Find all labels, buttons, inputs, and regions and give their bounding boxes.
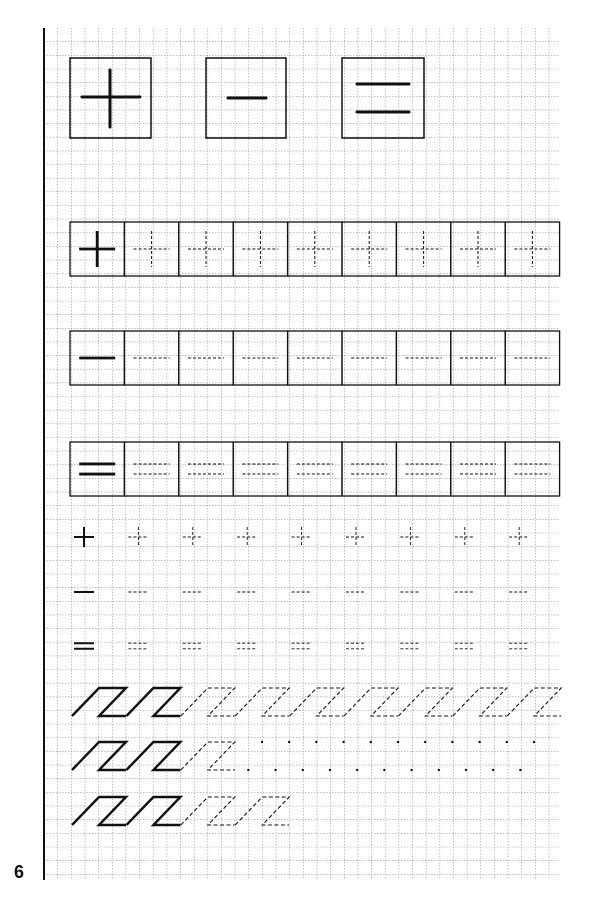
plus-small-trace-icon <box>128 527 148 547</box>
equals-trace-icon <box>242 464 278 474</box>
guide-dot <box>424 741 426 743</box>
slant-trace-stroke <box>344 688 398 716</box>
guide-dot <box>356 769 358 771</box>
slant-stroke-rows <box>72 688 561 825</box>
plus-trace-icon <box>460 231 496 267</box>
plus-trace-icon <box>297 231 333 267</box>
plus-small-trace-icon <box>346 527 366 547</box>
guide-dot <box>519 769 521 771</box>
practice-box <box>179 442 233 496</box>
guide-dot <box>315 741 317 743</box>
small-practice-rows <box>74 527 529 649</box>
guide-dot <box>478 741 480 743</box>
equals-icon <box>357 84 409 112</box>
guide-dot <box>274 769 276 771</box>
practice-row-plus <box>70 222 560 276</box>
equals-small-trace-icon <box>509 643 529 649</box>
equals-demo-box <box>342 58 424 138</box>
slant-model-stroke <box>72 688 126 716</box>
plus-small-trace-icon <box>292 527 312 547</box>
practice-row-minus <box>70 331 560 385</box>
practice-box <box>124 442 178 496</box>
small-row-equals <box>74 643 529 649</box>
equals-small-trace-icon <box>400 643 420 649</box>
guide-dot <box>342 741 344 743</box>
guide-dot <box>302 769 304 771</box>
page-number: 6 <box>14 862 25 882</box>
equals-small-trace-icon <box>346 643 366 649</box>
plus-small-trace-icon <box>400 527 420 547</box>
guide-dot <box>397 741 399 743</box>
guide-dot <box>383 769 385 771</box>
practice-box-rows <box>70 222 560 496</box>
slant-trace-stroke <box>507 688 561 716</box>
guide-dot <box>329 769 331 771</box>
guide-dot <box>247 769 249 771</box>
guide-dot <box>438 769 440 771</box>
guide-dot <box>288 741 290 743</box>
equals-trace-icon <box>406 464 442 474</box>
equals-small-model-icon <box>74 643 94 649</box>
plus-trace-icon <box>514 231 550 267</box>
guide-dot <box>410 769 412 771</box>
slant-trace-stroke <box>398 688 452 716</box>
slant-trace-stroke <box>290 688 344 716</box>
plus-small-trace-icon <box>237 527 257 547</box>
slant-model-stroke <box>72 797 126 825</box>
slant-trace-stroke <box>453 688 507 716</box>
equals-trace-icon <box>297 464 333 474</box>
plus-trace-icon <box>188 231 224 267</box>
guide-dot <box>261 741 263 743</box>
equals-small-trace-icon <box>128 643 148 649</box>
equals-trace-icon <box>514 464 550 474</box>
plus-trace-icon <box>351 231 387 267</box>
slant-row <box>72 688 561 716</box>
equals-small-trace-icon <box>455 643 475 649</box>
guide-dot <box>492 769 494 771</box>
equals-small-trace-icon <box>292 643 312 649</box>
small-row-plus <box>74 527 529 547</box>
plus-small-trace-icon <box>455 527 475 547</box>
grid-lines <box>44 28 560 880</box>
equals-trace-icon <box>134 464 170 474</box>
practice-box <box>451 442 505 496</box>
practice-box <box>233 442 287 496</box>
equals-trace-icon <box>460 464 496 474</box>
plus-small-trace-icon <box>183 527 203 547</box>
practice-box <box>342 442 396 496</box>
guide-dot <box>506 741 508 743</box>
practice-box <box>396 442 450 496</box>
practice-row-equals <box>70 442 560 496</box>
equals-small-trace-icon <box>237 643 257 649</box>
plus-trace-icon <box>406 231 442 267</box>
plus-small-trace-icon <box>509 527 529 547</box>
practice-box <box>505 442 559 496</box>
equals-trace-icon <box>351 464 387 474</box>
guide-dot <box>370 741 372 743</box>
demo-symbols <box>70 58 424 138</box>
equals-small-trace-icon <box>183 643 203 649</box>
plus-model-icon <box>79 231 115 267</box>
plus-trace-icon <box>134 231 170 267</box>
equals-trace-icon <box>188 464 224 474</box>
guide-dot <box>451 741 453 743</box>
plus-trace-icon <box>242 231 278 267</box>
guide-dot <box>465 769 467 771</box>
slant-row <box>72 741 535 771</box>
equals-model-icon <box>79 464 115 474</box>
practice-box <box>288 442 342 496</box>
slant-model-stroke <box>72 742 126 770</box>
guide-dot <box>533 741 535 743</box>
practice-box <box>70 442 124 496</box>
plus-icon <box>82 70 140 127</box>
plus-small-model-icon <box>74 527 94 547</box>
